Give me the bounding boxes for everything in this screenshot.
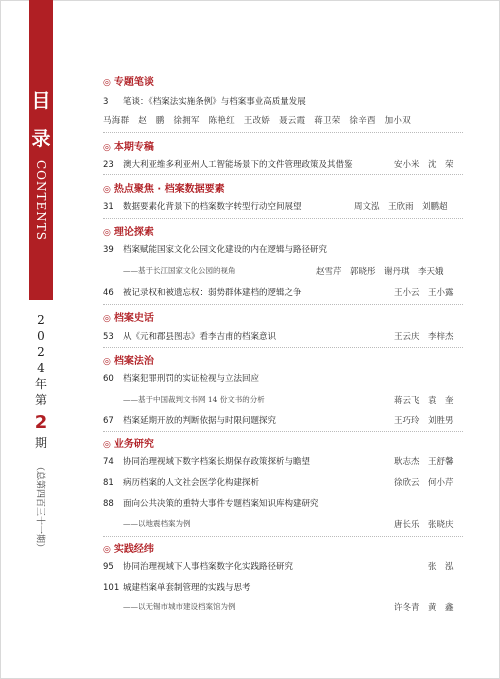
- diamond-icon: ◎: [103, 228, 111, 238]
- total-issue: （总第四百三十一期）: [34, 462, 45, 553]
- toc-authors: 徐欣云 何小芹: [394, 478, 454, 488]
- toc-entry[interactable]: 88 面向公共决策的重特大事件专题档案知识库构建研究: [103, 499, 319, 509]
- sidebar: [0, 0, 72, 679]
- divider: [103, 132, 463, 133]
- section-heading: ◎ 实践经纬: [103, 544, 154, 555]
- divider: [103, 431, 463, 432]
- contents-label: CONTENTS: [34, 160, 48, 242]
- section-heading: ◎ 本期专稿: [103, 142, 154, 153]
- divider: [103, 174, 463, 175]
- toc-authors: 张 泓: [428, 562, 454, 572]
- toc-authors: 王巧玲 刘胜男: [394, 416, 454, 426]
- section-heading: ◎ 档案史话: [103, 313, 154, 324]
- toc-entry[interactable]: 95 协同治理视域下人事档案数字化实践路径研究: [103, 562, 294, 572]
- toc-authors: 唐长乐 张晓庆: [394, 520, 454, 530]
- section-heading: ◎ 理论探索: [103, 227, 154, 238]
- toc-authors: 王小云 王小露: [394, 288, 454, 298]
- toc-entry[interactable]: 39 档案赋能国家文化公园文化建设的内在逻辑与路径研究: [103, 245, 328, 255]
- divider: [103, 304, 463, 305]
- year: 2 0 2 4 年 第: [34, 313, 47, 407]
- toc-authors: 马海群 赵 鹏 徐拥军 陈艳红 王改娇 聂云霞 蒋卫荣 徐辛酉 加小双: [103, 116, 412, 126]
- divider: [103, 536, 463, 537]
- toc-authors: 许冬青 黄 鑫: [394, 603, 454, 613]
- section-heading: ◎ 专题笔谈: [103, 77, 154, 88]
- diamond-icon: ◎: [103, 357, 111, 367]
- section-heading: ◎ 档案法治: [103, 356, 154, 367]
- divider: [103, 347, 463, 348]
- issue-qi: 期: [34, 436, 47, 450]
- diamond-icon: ◎: [103, 545, 111, 555]
- diamond-icon: ◎: [103, 78, 111, 88]
- toc-subtitle: ——以无锡市城市建设档案馆为例: [123, 602, 236, 611]
- toc-entry[interactable]: 60 档案犯罪刑罚的实证检视与立法回应: [103, 374, 260, 384]
- toc-authors: 赵雪芹 郭晓彤 谢丹琪 李天娥: [316, 267, 444, 277]
- section-heading: ◎ 业务研究: [103, 439, 154, 450]
- diamond-icon: ◎: [103, 143, 111, 153]
- toc-subtitle: ——基于中国裁判文书网 14 份文书的分析: [123, 395, 265, 404]
- toc-authors: 安小米 沈 荣: [394, 160, 454, 170]
- diamond-icon: ◎: [103, 314, 111, 324]
- toc-authors: 周文泓 王欣雨 刘鹏超: [354, 202, 448, 212]
- toc-subtitle: ——基于长江国家文化公园的视角: [123, 266, 236, 275]
- title-char-mu: 目: [31, 90, 51, 112]
- divider: [103, 218, 463, 219]
- toc-authors: 蒋云飞 袁 奎: [394, 396, 454, 406]
- toc-authors: 王云庆 李梓杰: [394, 332, 454, 342]
- toc-entry[interactable]: 3 笔谈：《档案法实施条例》与档案事业高质量发展: [103, 97, 306, 107]
- toc-entry[interactable]: 101 城建档案单套制管理的实践与思考: [103, 583, 251, 593]
- toc-entry[interactable]: 67 档案延期开放的判断依据与时限问题探究: [103, 416, 277, 426]
- toc-authors: 耿志杰 王舒馨: [394, 457, 454, 467]
- toc-entry[interactable]: 53 从《元和郡县图志》看李吉甫的档案意识: [103, 332, 277, 342]
- section-heading: ◎ 热点聚焦 · 档案数据要素: [103, 184, 225, 195]
- toc-entry[interactable]: 81 病历档案的人文社会医学化构建探析: [103, 478, 260, 488]
- toc-subtitle: ——以地震档案为例: [123, 519, 191, 528]
- toc-entry[interactable]: 31 数据要素化背景下的档案数字转型行动空间展望: [103, 202, 302, 212]
- toc-entry[interactable]: 23 澳大利亚维多利亚州人工智能场景下的文件管理政策及其借鉴: [103, 160, 353, 170]
- toc-entry[interactable]: 74 协同治理视域下数字档案长期保存政策探析与瞻望: [103, 457, 311, 467]
- toc-entry[interactable]: 46 被记录权和被遗忘权：弱势群体建档的逻辑之争: [103, 288, 302, 298]
- diamond-icon: ◎: [103, 440, 111, 450]
- title-char-lu: 录: [31, 128, 51, 150]
- diamond-icon: ◎: [103, 185, 111, 195]
- issue-number: 2: [34, 412, 48, 433]
